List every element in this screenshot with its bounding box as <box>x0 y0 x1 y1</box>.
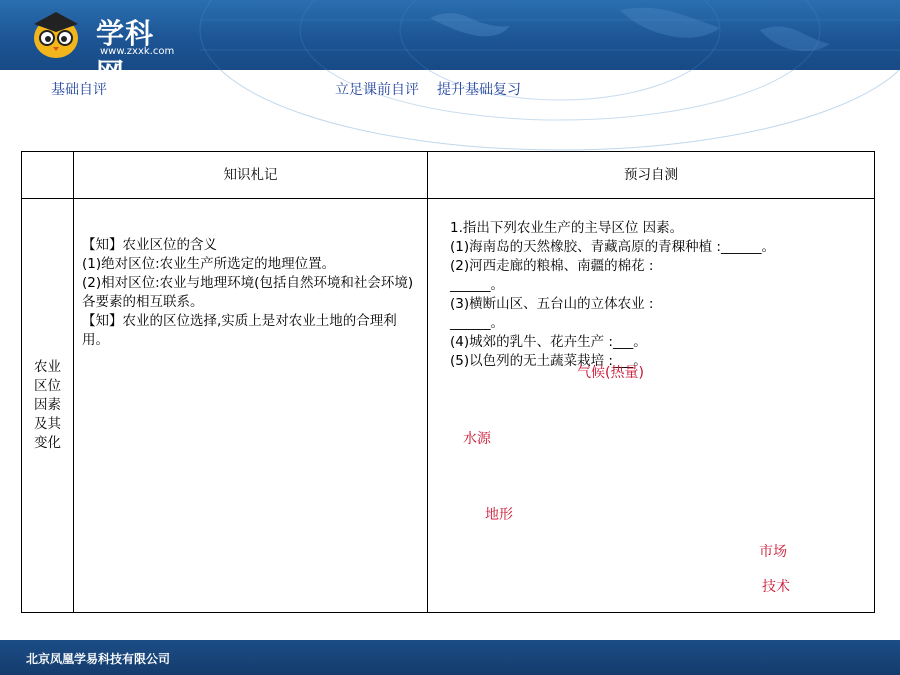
notes-line: 【知】农业的区位选择,实质上是对农业土地的合理利用。 <box>82 313 397 348</box>
quiz-line: (2)河西走廊的粮棉、南疆的棉花 : <box>450 258 654 274</box>
quiz-line: (1)海南岛的天然橡胶、青藏高原的青稞种植 :______。 <box>450 239 775 255</box>
footer-company: 北京凤凰学易科技有限公司 <box>26 652 171 666</box>
answer-technology: 技术 <box>762 579 790 595</box>
logo-url: www.zxxk.com <box>100 46 175 57</box>
bottom-banner <box>0 640 900 675</box>
study-table <box>21 151 875 613</box>
notes-cell <box>74 199 428 613</box>
header-cell-notes: 知识札记 <box>74 152 428 199</box>
nav-basic-review[interactable]: 提升基础复习 <box>437 82 521 98</box>
nav-basic-self-eval[interactable]: 基础自评 <box>51 82 107 98</box>
quiz-line: ______。 <box>450 315 504 331</box>
row-label-cell <box>22 199 74 613</box>
quiz-line: (5)以色列的无土蔬菜栽培 :___。 <box>450 353 647 369</box>
notes-line: 【知】农业区位的含义 <box>82 237 217 253</box>
header-cell-empty <box>22 152 74 199</box>
quiz-cell <box>428 199 875 613</box>
row-label: 农业区位因素及其变化 <box>34 359 61 451</box>
answer-terrain: 地形 <box>485 507 513 523</box>
owl-mascot-icon <box>28 8 98 60</box>
answer-climate: 气候(热量) <box>577 365 644 381</box>
notes-line: (2)相对区位:农业与地理环境(包括自然环境和社会环境)各要素的相互联系。 <box>82 275 414 310</box>
quiz-line: (3)横断山区、五台山的立体农业 : <box>450 296 654 312</box>
quiz-line: ______。 <box>450 277 504 293</box>
nav-subtitle <box>335 79 521 99</box>
answer-water: 水源 <box>463 431 491 447</box>
quiz-line: 1.指出下列农业生产的主导区位 因素。 <box>450 220 684 236</box>
quiz-line: (4)城郊的乳牛、花卉生产 :___。 <box>450 334 647 350</box>
logo-title: 学科网 <box>96 17 155 90</box>
header-cell-quiz: 预习自测 <box>428 152 875 199</box>
notes-line: (1)绝对区位:农业生产所选定的地理位置。 <box>82 256 336 272</box>
nav-pre-class-eval[interactable]: 立足课前自评 <box>335 82 419 98</box>
answer-market: 市场 <box>759 544 787 560</box>
